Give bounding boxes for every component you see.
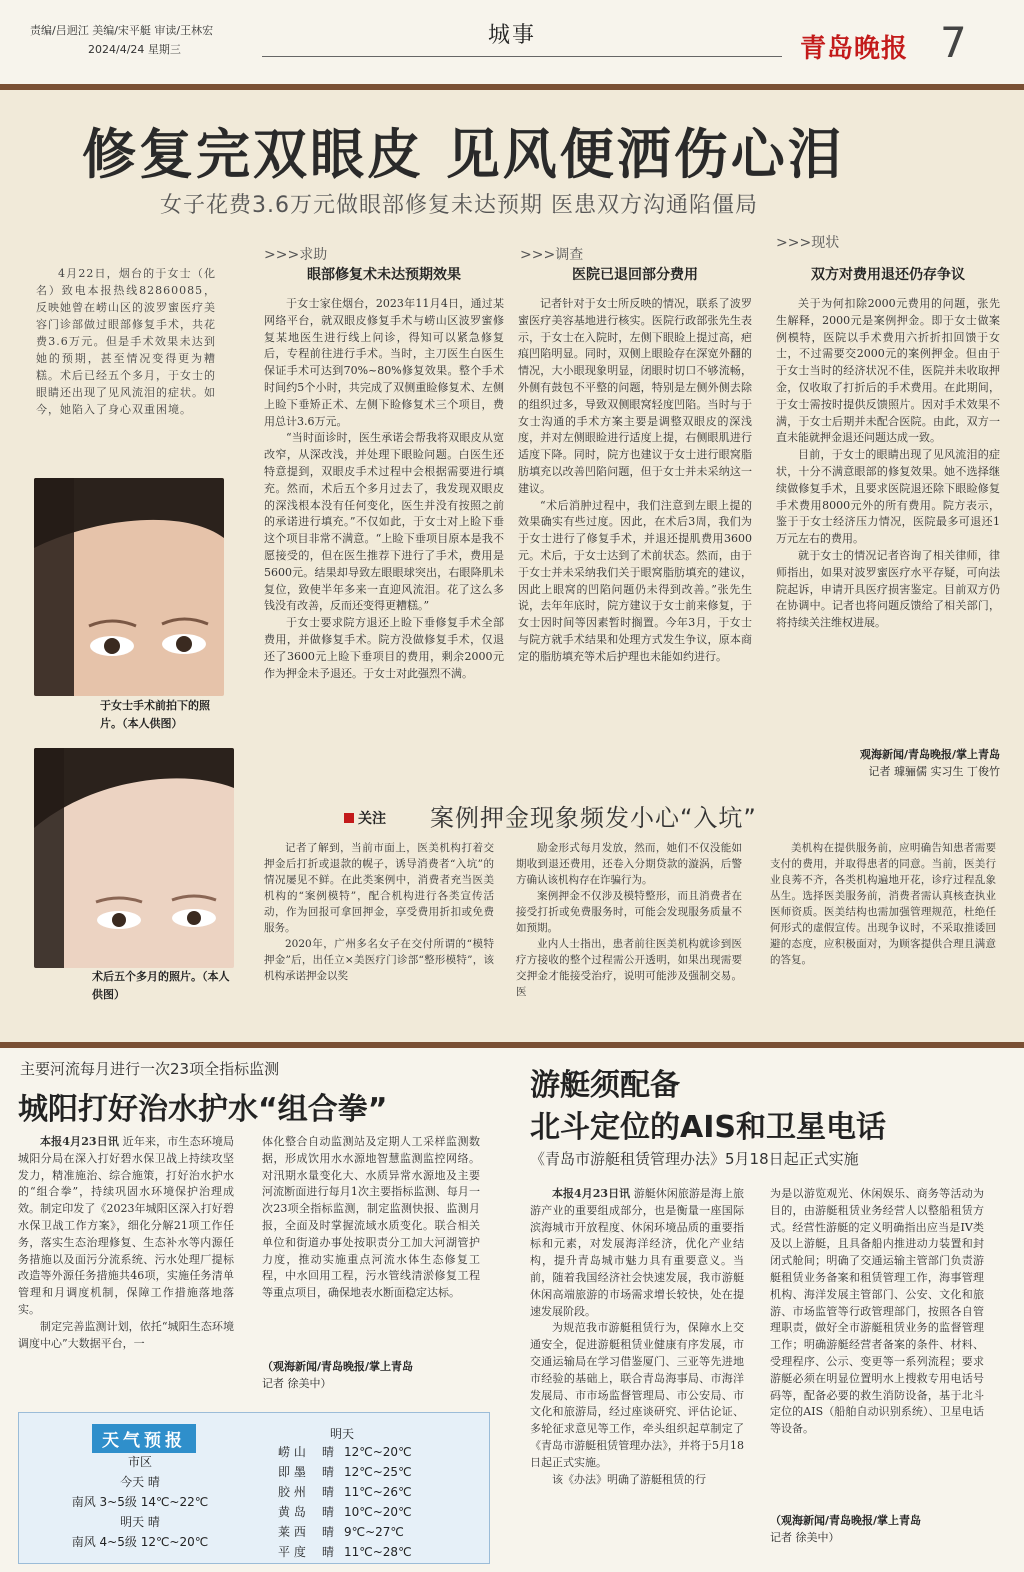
col3-byline: 观海新闻/青岛晚报/掌上青岛 记者 璩骊儒 实习生 丁俊竹: [859, 748, 1000, 778]
col1-title: 眼部修复术未达预期效果: [307, 267, 461, 283]
header-rule: [262, 56, 782, 57]
story2-kicker: 主要河流每月进行一次23项全指标监测: [20, 1060, 280, 1078]
story2-byline: （观海新闻/青岛晚报/掌上青岛 记者 徐美中）: [262, 1360, 414, 1390]
col3-body: 关于为何扣除2000元费用的问题，张先生解释，2000元是案例押金。即于女士做案例模特，医院以手术费用六折折扣回馈于女士，不过需要交2000元的案例押金。但由于于女士当时的经济状况不佳，医院并未收取押金，仅收取了打折后的手术费用。在此期间，于女士需按时提供反馈照片。因对手术效果不满，于女士后期并未配合医院。由此，双方一直未能就押金退还问题达成一致。 目前，于女士的眼睛出现了见风流泪的症状，十分不满意眼部的修复效果。她不选择继续做修复手术，且要求医院退还除下眼睑修复手术费用8000元外的所有费用。院方表示，鉴于于女士经济压力情况，医院最多可退还1万元左右的费用。 就于女士的情况记者咨询了相关律师，律师指出，如果对波罗蜜医疗水平存疑，可向法院起诉，申请开具医疗损害鉴定。目前双方仍在协调中。记者也将问题反馈给了相关部门，将持续关注维权进展。: [776, 297, 1000, 630]
story3-byline: （观海新闻/青岛晚报/掌上青岛 记者 徐美中）: [770, 1514, 922, 1544]
before-photo-caption: 于女士手术前拍下的照片。（本人供图）: [100, 699, 210, 730]
after-photo-caption: 术后五个多月的照片。（本人供图）: [92, 970, 230, 1001]
weather-city: 市区 今天 晴 南风 3~5级 14℃~22℃ 明天 晴 南风 4~5级 12℃~20℃: [71, 1455, 209, 1549]
focus-col3: 美机构在提供服务前，应明确告知患者需要支付的费用，并取得患者的同意。当前，医美行业良莠不齐，各类机构遍地开花，诊疗过程乱象丛生。选择医美服务前，消费者需认真核查执业医师资质。医美结构也需加强管理规范，杜绝任何形式的虚假宣传。出现争议时，不采取推诿回避的态度，应积极面对，为顾客提供合理且满意的答复。: [770, 842, 996, 966]
story3-headline-line1: 游艇须配备: [530, 1068, 680, 1103]
story2-col1: 本报4月23日讯 近年来，市生态环境局城阳分局在深入打好碧水保卫战上持续攻坚发力，精准施治、综合施策，打好治水护水的“组合拳”，持续巩固水环境保护治理成效。制定印发了《2023年城阳区深入打好碧水保卫战工作方案》，细化分解21项工作任务，落实生态治理修复、生态补水等内源任务措施以及面污分流系统、污水处理厂提标改造等外源任务措施共46项，实施任务清单管理和月调度机制，保障工作措施落地落实。 制定完善监测计划，依托“城阳生态环境调度中心”大数据平台，一: [18, 1135, 235, 1350]
weather-district-header: 明天: [330, 1427, 355, 1441]
col2-body: 记者针对于女士所反映的情况，联系了波罗蜜医疗美容基地进行核实。医院行政部张先生表示，于女士在入院时，左侧下眼睑上提过高，疤痕凹陷明显。同时，双侧上眼睑存在深宽外翻的情况，大小眼现象明显，闭眼时切口不够流畅，外侧有鼓包不平整的问题，特别是左侧外侧去除的组织过多，导致双侧眼窝轻度凹陷。当时与于女士沟通的手术方案主要是调整双眼皮的深浅度，并对左侧眼睑进行适度上提，右侧眼肌进行适度下降。同时，院方也建议于女士进行眼窝脂肪填充以改善凹陷问题，但于女士并未采纳这一建议。 “术后消肿过程中，我们注意到左眼上提的效果确实有些过度。因此，在术后3周，我们为于女士进行了修复手术，并退还提肌费用3600元。术后，于女士达到了术前状态。然而，由于于女士并未采纳我们关于眼窝脂肪填充的建议，因此上眼窝的凹陷问题仍未得到改善。”张先生说，去年年底时，院方建议于女士前来修复，于女士因时间等因素暂时搁置。今年3月，于女士与院方就手术结果和处理方式发生争议，原本商定的脂肪填充等术后护理也未能如约进行。: [518, 297, 752, 663]
focus-col1: 记者了解到，当前市面上，医美机构打着交押金后打折或退款的幌子，诱导消费者“入坑”的情况屡见不鲜。在此类案例中，消费者充当医美机构的“案例模特”，配合机构进行各类宣传活动，作为回报可拿回押金，享受费用折扣或免费服务。 2020年，广州多名女子在交付所谓的“模特押金”后，出任立×美医疗门诊部“整形模特”，该机构承诺押金以奖: [264, 842, 494, 982]
story3-col2: 为是以游览观光、休闲娱乐、商务等活动为目的，由游艇租赁业务经营人以整船租赁方式。经营性游艇的定义明确指出应当是IV类及以上游艇，且具备船内推进动力装置和封闭式舱间；明确了交通运输主管部门负责游艇租赁业务备案和租赁管理工作，海事管理机构、海洋发展主管部门、公安、文化和旅游、市场监管等行政管理部门，按照各自管理职责，做好全市游艇租赁业务的监督管理工作；明确游艇经营者备案的条件、材料、受理程序、公示、变更等一系列流程；要求游艇必须在明显位置明水上搜救专用电话号码等，配备必要的救生消防设备，基于北斗定位的AIS（船舶自动识别系统）、卫星电话等设备。: [770, 1187, 984, 1436]
col3-kicker: >>>现状: [776, 235, 840, 251]
weather-title: 天气预报: [92, 1424, 196, 1453]
editor-credits: 责编/吕迥江 美编/宋平艇 审读/王林宏: [30, 24, 214, 37]
before-photo: [34, 478, 224, 696]
masthead: 青岛晚报: [800, 34, 909, 64]
story3-col1: 本报4月23日讯 游艇休闲旅游是海上旅游产业的重要组成部分，也是衡量一座国际滨海城市开放程度、休闲环境品质的重要指标和元素，对发展海洋经济，优化产业结构，提升青岛城市魅力具有重要意义。当前，随着我国经济社会快速发展，我市游艇休闲高端旅游的市场需求增长较快，处在提速发展阶段。 为规范我市游艇租赁行为，保障水上交通安全，促进游艇租赁业健康有序发展，市交通运输局在学习借鉴厦门、三亚等先进地市经验的基础上，联合青岛海事局、市海洋发展局、市市场监督管理局、市公安局、市文化和旅游局，经过座谈研究、评估论证、多轮征求意见等工作，牵头组织起草制定了《青岛市游艇租赁管理办法》，并将于5月18日起正式实施。 该《办法》明确了游艇租赁的行: [530, 1187, 744, 1486]
district-row: 崂 山 晴 12℃~20℃: [278, 1445, 412, 1459]
main-headline: 修复完双眼皮 见风便洒伤心泪: [82, 123, 845, 186]
story3-subheadline: 《青岛市游艇租赁管理办法》5月18日起正式实施: [530, 1150, 859, 1168]
col2-kicker: >>>调查: [520, 247, 584, 263]
district-row: 莱 西 晴 9℃~27℃: [278, 1525, 404, 1539]
focus-tag-marker: [344, 813, 354, 823]
col1-body: 于女士家住烟台，2023年11月4日，通过某网络平台，就双眼皮修复手术与崂山区波罗蜜修复某地医生进行线上问诊，得知可以紧急修复后，专程前往进行手术。当时，主刀医生白医生保证手术可达到70%~80%修复效果。整个手术时间约5个小时，共完成了双侧重睑修复术、左侧上睑下垂矫正术、左侧下睑修复术三个项目，费用总计3.6万元。 “当时面诊时，医生承诺会帮我将双眼皮从宽改窄，从深改浅，并处理下眼睑问题。白医生还特意提到，双眼皮手术过程中会根据需要进行填充。然而，术后五个多月过去了，我发现双眼皮的深浅根本没有任何变化，医生并没有按照之前的承诺进行填充。”不仅如此，于女士对上睑下垂这个项目非常不满意。“上睑下垂项目原本是我不愿接受的，但在医生推荐下进行了手术，费用是5600元。结果却导致左眼眼球突出，右眼降肌未复位，致使半年多来一直迎风流泪。花了这么多钱没有改善，反而还变得更糟糕。” 于女士要求院方退还上睑下垂修复手术全部费用，并做修复手术。院方没做修复手术，仅退还了3600元上睑下垂项目的费用，剩余2000元作为押金未予退还。于女士对此强烈不满。: [264, 297, 504, 680]
main-subheadline: 女子花费3.6万元做眼部修复未达预期 医患双方沟通陷僵局: [160, 193, 758, 218]
focus-tag: 关注: [344, 808, 386, 828]
col2-title: 医院已退回部分费用: [572, 267, 698, 283]
district-row: 黄 岛 晴 10℃~20℃: [278, 1505, 412, 1519]
district-row: 即 墨 晴 12℃~25℃: [278, 1465, 412, 1479]
focus-col2: 励金形式每月发放，然而，她们不仅没能如期收到退还费用，还卷入分期贷款的漩涡，后警方确认该机构存在诈骗行为。 案例押金不仅涉及模特整形，而且消费者在接受打折或免费服务时，可能会发现服务质量不如预期。 业内人士指出，患者前往医美机构就诊到医疗方接收的整个过程需公开透明，如果出现需要交押金才能接受治疗，说明可能涉及强制交易。医: [516, 842, 742, 998]
weather-districts: [278, 1442, 478, 1562]
col1-kicker: >>>求助: [264, 247, 328, 263]
after-photo: [34, 748, 234, 968]
section-title: 城事: [488, 23, 537, 48]
district-row: 胶 州 晴 11℃~26℃: [278, 1485, 412, 1499]
focus-title: 案例押金现象频发小心“入坑”: [430, 804, 757, 832]
col3-title: 双方对费用退还仍存争议: [811, 267, 965, 283]
story3-headline-line2: 北斗定位的AIS和卫星电话: [530, 1110, 886, 1145]
issue-date: 2024/4/24 星期三: [88, 43, 181, 56]
district-row: 平 度 晴 11℃~28℃: [278, 1545, 412, 1559]
story2-col2: 体化整合自动监测站及定期人工采样监测数据，形成饮用水水源地智慧监测监控网络。对汛期水量变化大、水质异常水源地及主要河流断面进行每月1次主要指标监测、每月一次23项全指标监测，制定监测快报、监测月报，全面及时掌握流域水质变化。联合相关单位和街道办事处按职责分工加大河湖管护力度，推动实施重点河流水体生态修复工程，中水回用工程，污水管线清淤修复工程等重点项目，确保地表水断面稳定达标。: [262, 1135, 480, 1300]
page-number: 7: [940, 18, 967, 67]
story-intro: 4月22日，烟台的于女士（化名）致电本报热线82860085，反映她曾在崂山区的波罗蜜医疗美容门诊部做过眼部修复手术，共花费3.6万元。但是手术效果未达到她的预期，甚至情况变得更为糟糕。术后已经五个多月，于女士的眼睛还出现了见风流泪的症状。如今，她陷入了身心双重困境。: [36, 267, 216, 416]
story2-headline: 城阳打好治水护水“组合拳”: [18, 1092, 388, 1127]
